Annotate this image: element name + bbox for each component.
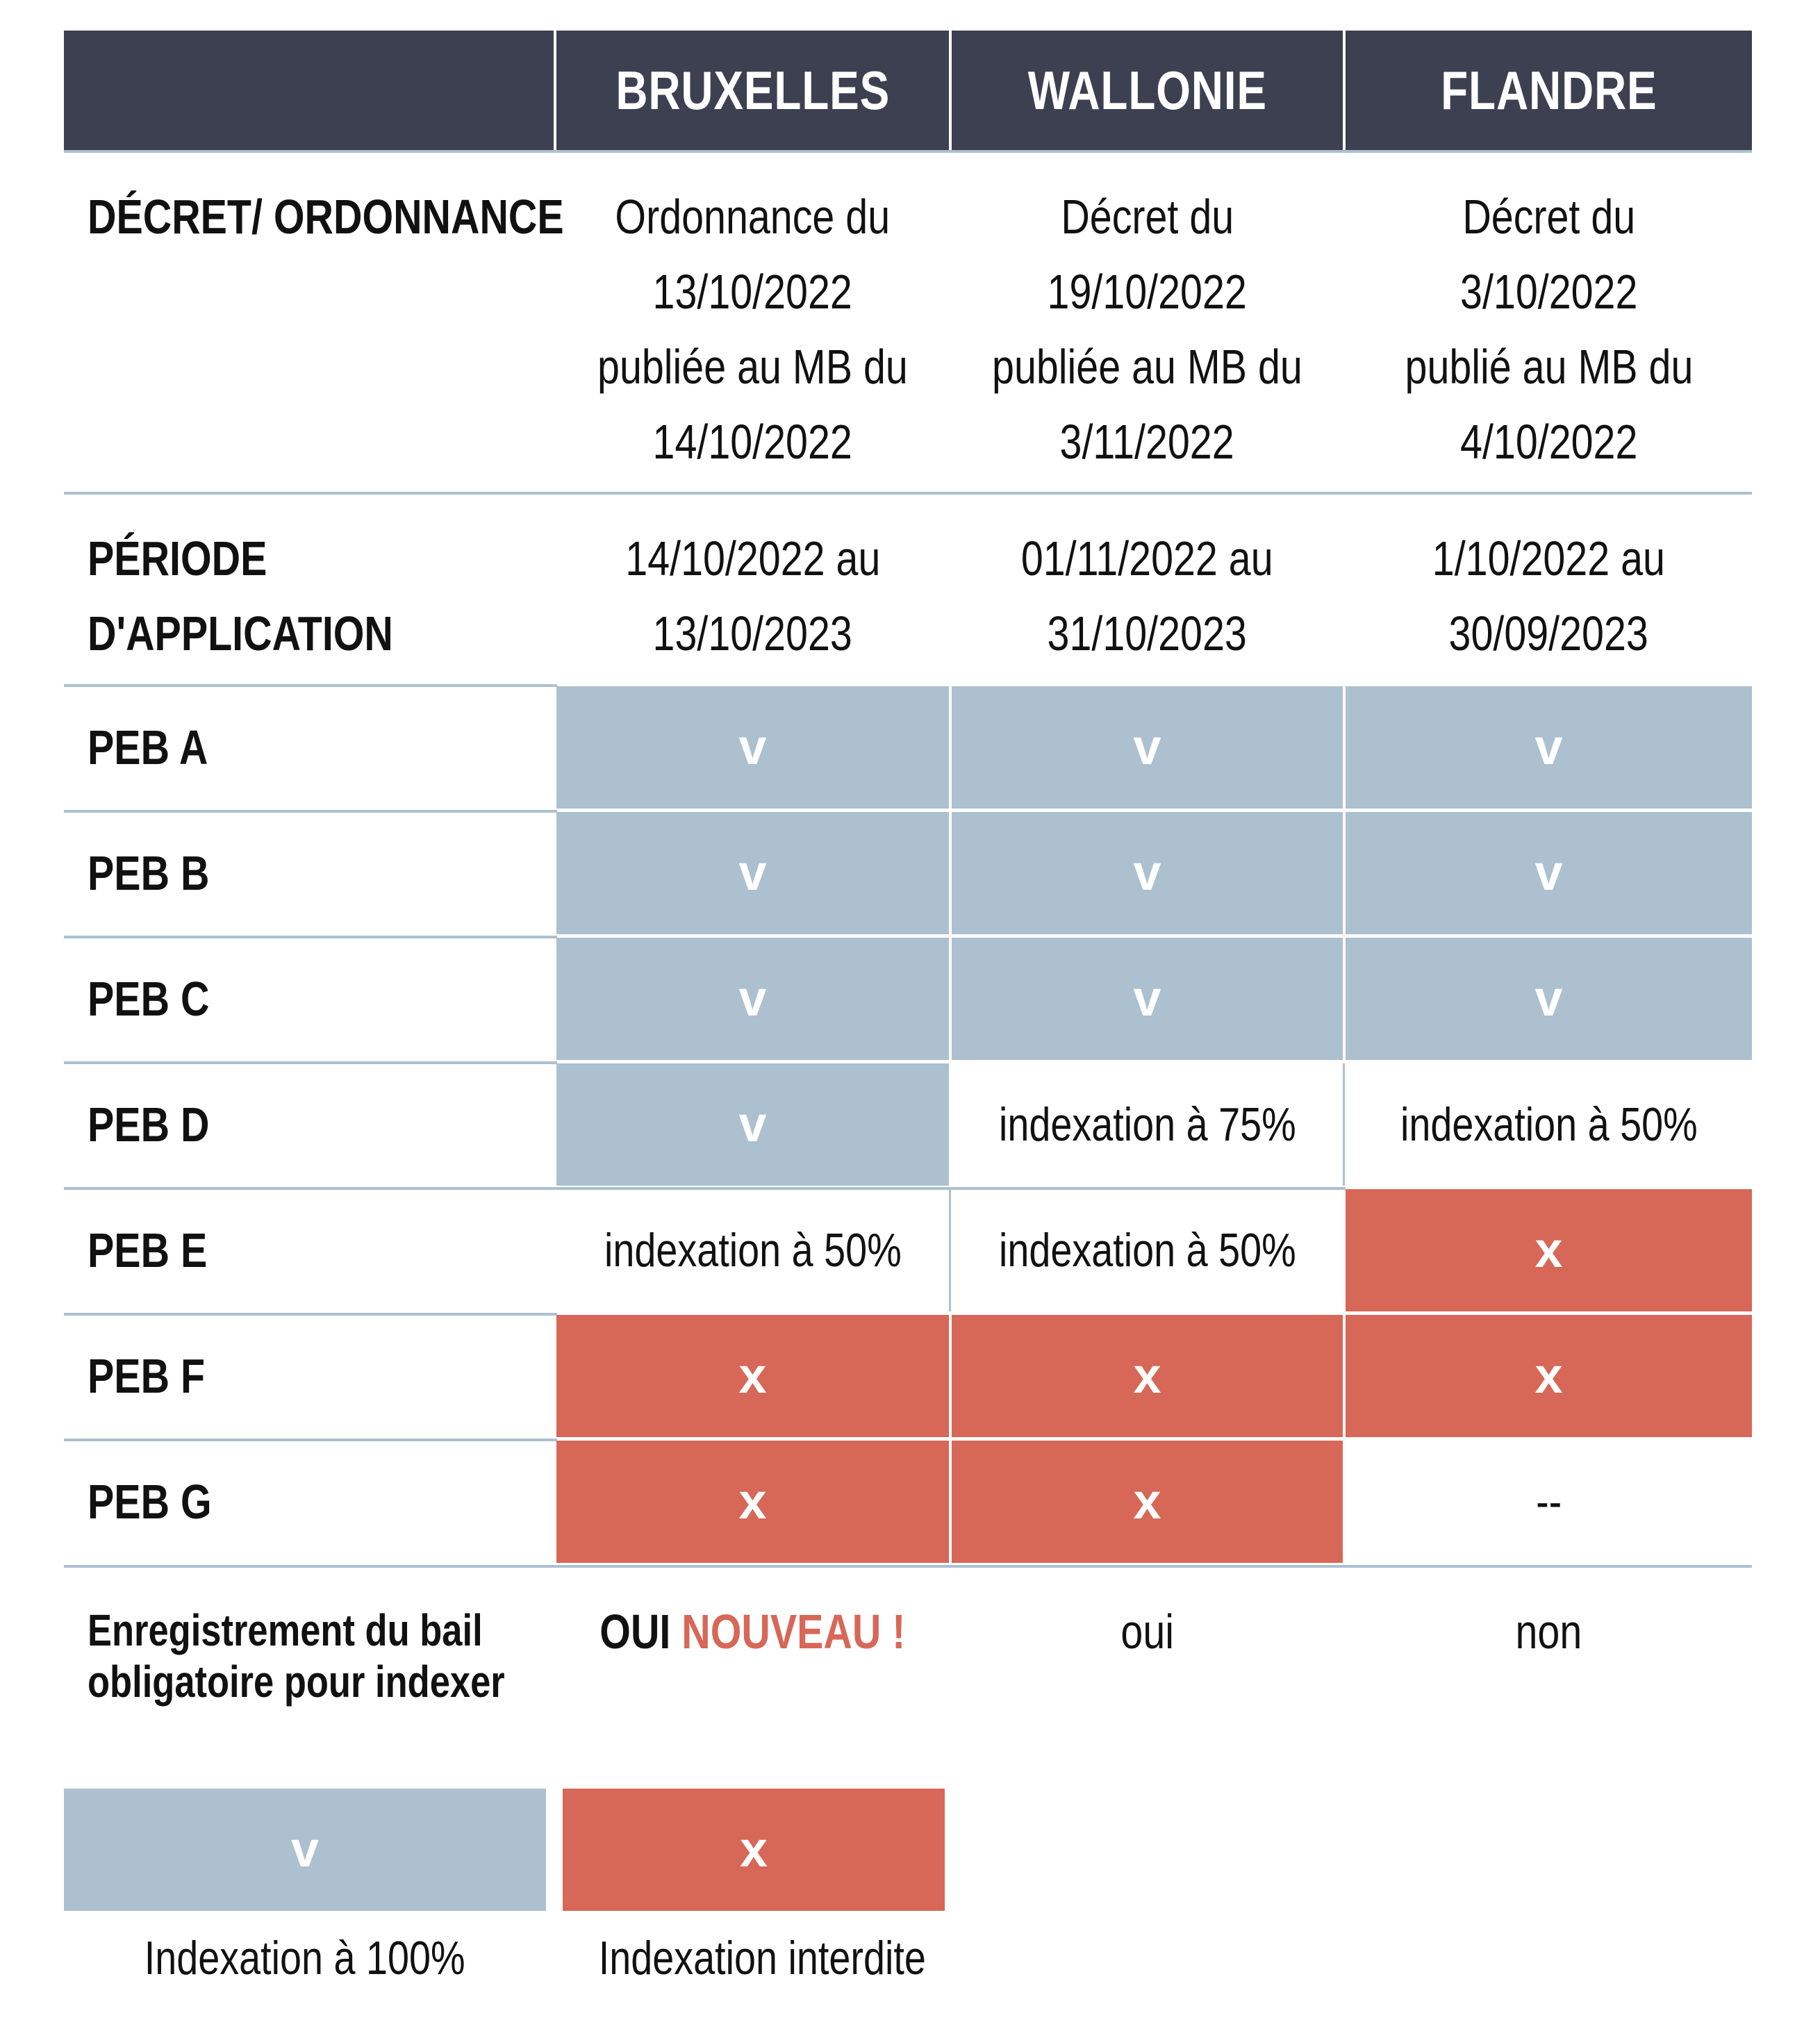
peb-g-bruxelles: x: [556, 1441, 949, 1563]
peb-a-bruxelles: v: [556, 686, 949, 809]
periode-flandre: 1/10/2022 au 30/09/2023: [1432, 531, 1666, 661]
row-divider: [64, 1061, 557, 1064]
header-bruxelles: BRUXELLES: [615, 59, 890, 121]
cell-divider: [1343, 1063, 1345, 1186]
row-label-enregistrement: Enregistrement du bail obligatoire pour indexer: [88, 1605, 505, 1707]
peb-f-bruxelles: x: [556, 1315, 949, 1437]
peb-d-flandre: indexation à 50%: [1400, 1098, 1698, 1151]
row-divider: [64, 1439, 557, 1441]
row-label-peb-c: PEB C: [88, 972, 210, 1026]
peb-c-wallonie: v: [952, 938, 1343, 1060]
peb-g-wallonie: x: [952, 1441, 1343, 1563]
header-wallonie: WALLONIE: [1027, 59, 1267, 121]
peb-d-wallonie: indexation à 75%: [998, 1098, 1296, 1151]
row-label-peb-g: PEB G: [88, 1475, 212, 1529]
peb-e-bruxelles: indexation à 50%: [604, 1224, 902, 1277]
peb-e-wallonie: indexation à 50%: [998, 1224, 1296, 1277]
peb-f-flandre: x: [1346, 1315, 1752, 1437]
row-label-decret: DÉCRET/ ORDONNANCE: [88, 190, 564, 244]
peb-f-wallonie: x: [952, 1315, 1343, 1437]
row-divider: [64, 1565, 1752, 1568]
peb-b-flandre: v: [1346, 812, 1752, 934]
decret-flandre: Décret du 3/10/2022 publié au MB du 4/10/2022: [1405, 190, 1693, 469]
header-bottom-line: [64, 150, 1752, 153]
periode-bruxelles: 14/10/2022 au 13/10/2023: [624, 531, 881, 661]
peb-a-flandre: v: [1346, 686, 1752, 809]
periode-wallonie: 01/11/2022 au 31/10/2023: [1021, 531, 1273, 661]
row-label-peb-b: PEB B: [88, 846, 210, 900]
enregistrement-bruxelles: [556, 1594, 949, 1669]
peb-g-flandre: --: [1535, 1475, 1562, 1528]
row-label-peb-a: PEB A: [88, 720, 208, 774]
peb-b-bruxelles: v: [556, 812, 949, 934]
row-label-periode: PÉRIODE D'APPLICATION: [88, 531, 393, 661]
header-flandre: FLANDRE: [1440, 59, 1657, 121]
row-divider: [64, 492, 1752, 495]
enregistrement-flandre: non: [1515, 1605, 1582, 1659]
enregistrement-wallonie: oui: [1120, 1605, 1174, 1659]
row-divider: [64, 684, 557, 687]
peb-b-wallonie: v: [952, 812, 1343, 934]
row-label-peb-d: PEB D: [88, 1097, 210, 1152]
legend-forbidden-swatch: x: [563, 1789, 945, 1911]
legend-allowed-swatch: v: [64, 1789, 546, 1911]
nouveau-badge: NOUVEAU !: [681, 1605, 906, 1659]
row-label-peb-e: PEB E: [88, 1223, 208, 1277]
decret-wallonie: Décret du 19/10/2022 publiée au MB du 3/11/2022: [992, 190, 1302, 469]
legend-forbidden-caption: Indexation interdite: [598, 1932, 926, 1984]
peb-d-bruxelles: v: [556, 1063, 949, 1186]
legend-allowed-caption: Indexation à 100%: [144, 1932, 465, 1984]
cell-divider: [949, 1189, 951, 1311]
peb-c-bruxelles: v: [556, 938, 949, 1060]
row-divider: [64, 1313, 557, 1316]
decret-bruxelles: Ordonnance du 13/10/2022 publiée au MB du 14/10/2022: [597, 190, 908, 469]
peb-e-flandre: x: [1346, 1189, 1752, 1311]
row-divider: [64, 810, 557, 813]
oui-text: OUI: [599, 1605, 671, 1659]
row-label-peb-f: PEB F: [88, 1349, 206, 1403]
row-divider: [64, 936, 557, 938]
peb-a-wallonie: v: [952, 686, 1343, 809]
peb-c-flandre: v: [1346, 938, 1752, 1060]
